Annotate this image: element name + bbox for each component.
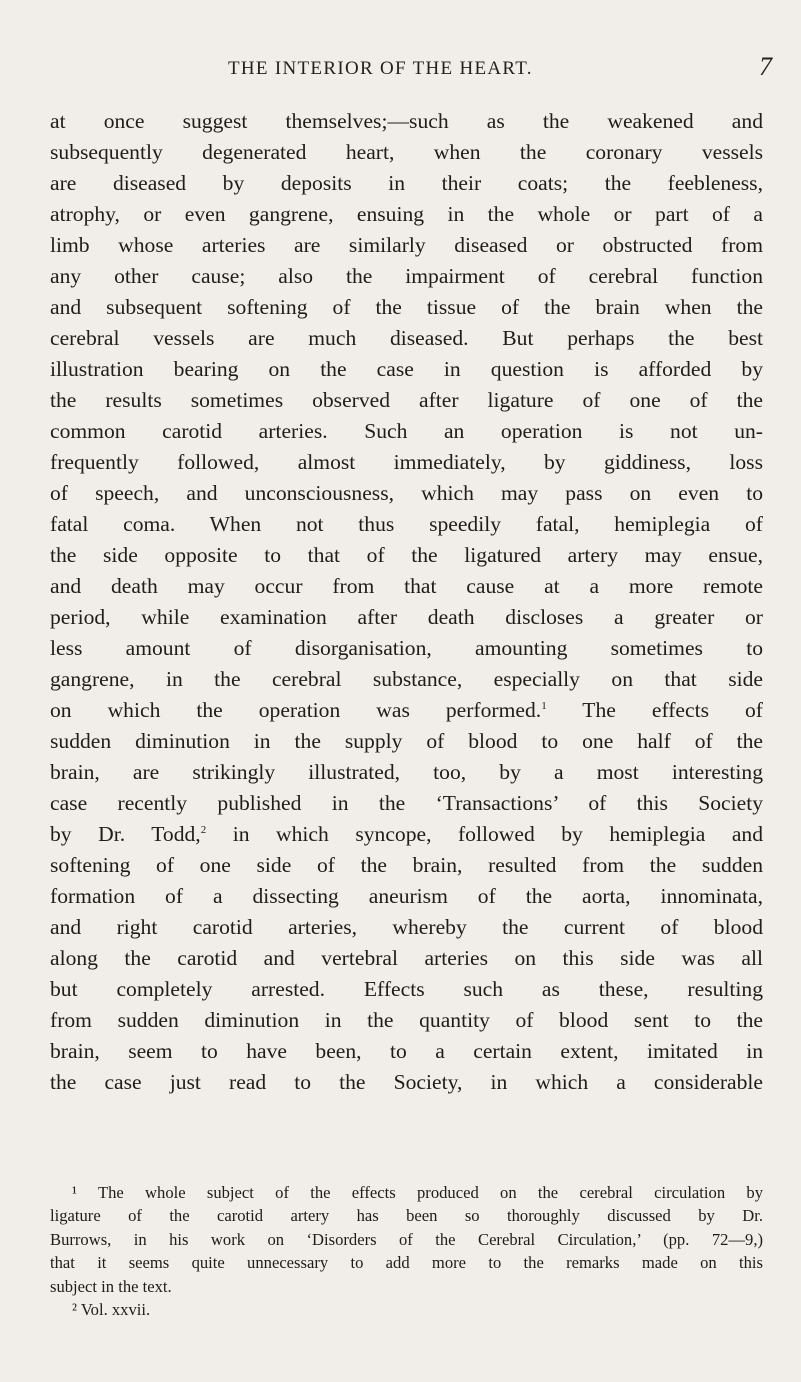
text-line: are diseased by deposits in their coats; the feebleness, — [50, 171, 763, 195]
text-line-with-footnote — [50, 695, 763, 726]
text-line: frequently followed, almost immediately, by giddiness, loss — [50, 450, 763, 474]
text-line: less amount of disorganisation, amounting sometimes to — [50, 636, 763, 660]
text-line: at once suggest themselves;—such as the weakened and — [50, 109, 763, 133]
text-segment: in which syncope, followed by hemiplegia and — [206, 822, 764, 846]
text-line: formation of a dissecting aneurism of the aorta, innominata, — [50, 884, 763, 908]
text-line: and right carotid arteries, whereby the current of blood — [50, 915, 763, 939]
text-line: softening of one side of the brain, resulted from the sudden — [50, 853, 763, 877]
text-line: the case just read to the Society, in which a considerable — [50, 1070, 763, 1094]
text-line: limb whose arteries are similarly diseased or obstructed from — [50, 233, 763, 257]
page-number: 7 — [759, 52, 772, 81]
footnote-line: ligature of the carotid artery has been so thoroughly discussed by Dr. — [50, 1206, 763, 1226]
text-line: case recently published in the ‘Transactions’ of this Society — [50, 791, 763, 815]
text-line: atrophy, or even gangrene, ensuing in the whole or part of a — [50, 202, 763, 226]
text-line: along the carotid and vertebral arteries on this side was all — [50, 946, 763, 970]
footnote-line: ² Vol. xxvii. — [72, 1299, 151, 1319]
footnote-line: ¹ The whole subject of the effects produced on the cerebral circulation by — [72, 1183, 763, 1202]
text-line: common carotid arteries. Such an operation is not un- — [50, 419, 763, 443]
text-line: gangrene, in the cerebral substance, especially on that side — [50, 667, 763, 691]
running-title: THE INTERIOR OF THE HEART. — [228, 58, 533, 79]
text-line: the side opposite to that of the ligatured artery may ensue, — [50, 543, 763, 567]
text-line: illustration bearing on the case in question is afforded by — [50, 357, 763, 381]
text-line: and death may occur from that cause at a more remote — [50, 574, 763, 598]
text-line: brain, seem to have been, to a certain extent, imitated in — [50, 1039, 763, 1063]
footnote-line: subject in the text. — [50, 1276, 172, 1296]
footnote-marker: 1 — [541, 699, 547, 712]
text-line: of speech, and unconsciousness, which may pass on even to — [50, 481, 763, 505]
text-line: the results sometimes observed after ligature of one of the — [50, 388, 763, 412]
text-line: subsequently degenerated heart, when the coronary vessels — [50, 140, 763, 164]
footnote-line: that it seems quite unnecessary to add more to the remarks made on this — [50, 1253, 763, 1273]
text-line-with-footnote — [50, 819, 763, 850]
footnote-marker: 2 — [200, 823, 207, 836]
text-line: sudden diminution in the supply of blood to one half of the — [50, 729, 763, 753]
text-line: from sudden diminution in the quantity of blood sent to the — [50, 1008, 763, 1032]
text-line: cerebral vessels are much diseased. But perhaps the best — [50, 326, 763, 350]
text-segment: The effects of — [546, 698, 763, 722]
footnote-line: Burrows, in his work on ‘Disorders of the Cerebral Circulation,’ (pp. 72—9,) — [50, 1229, 763, 1249]
text-line: brain, are strikingly illustrated, too, by a most interesting — [50, 760, 763, 784]
text-line: any other cause; also the impairment of cerebral function — [50, 264, 763, 288]
text-segment: on which the operation was performed. — [50, 698, 542, 722]
text-line: fatal coma. When not thus speedily fatal, hemiplegia of — [50, 512, 763, 536]
text-segment: by Dr. Todd, — [50, 822, 201, 846]
footnotes — [50, 1181, 763, 1321]
text-line: and subsequent softening of the tissue of the brain when the — [50, 295, 763, 319]
text-line: period, while examination after death discloses a greater or — [50, 605, 763, 629]
body-paragraph — [50, 106, 763, 1098]
text-line: but completely arrested. Effects such as these, resulting — [50, 977, 763, 1001]
